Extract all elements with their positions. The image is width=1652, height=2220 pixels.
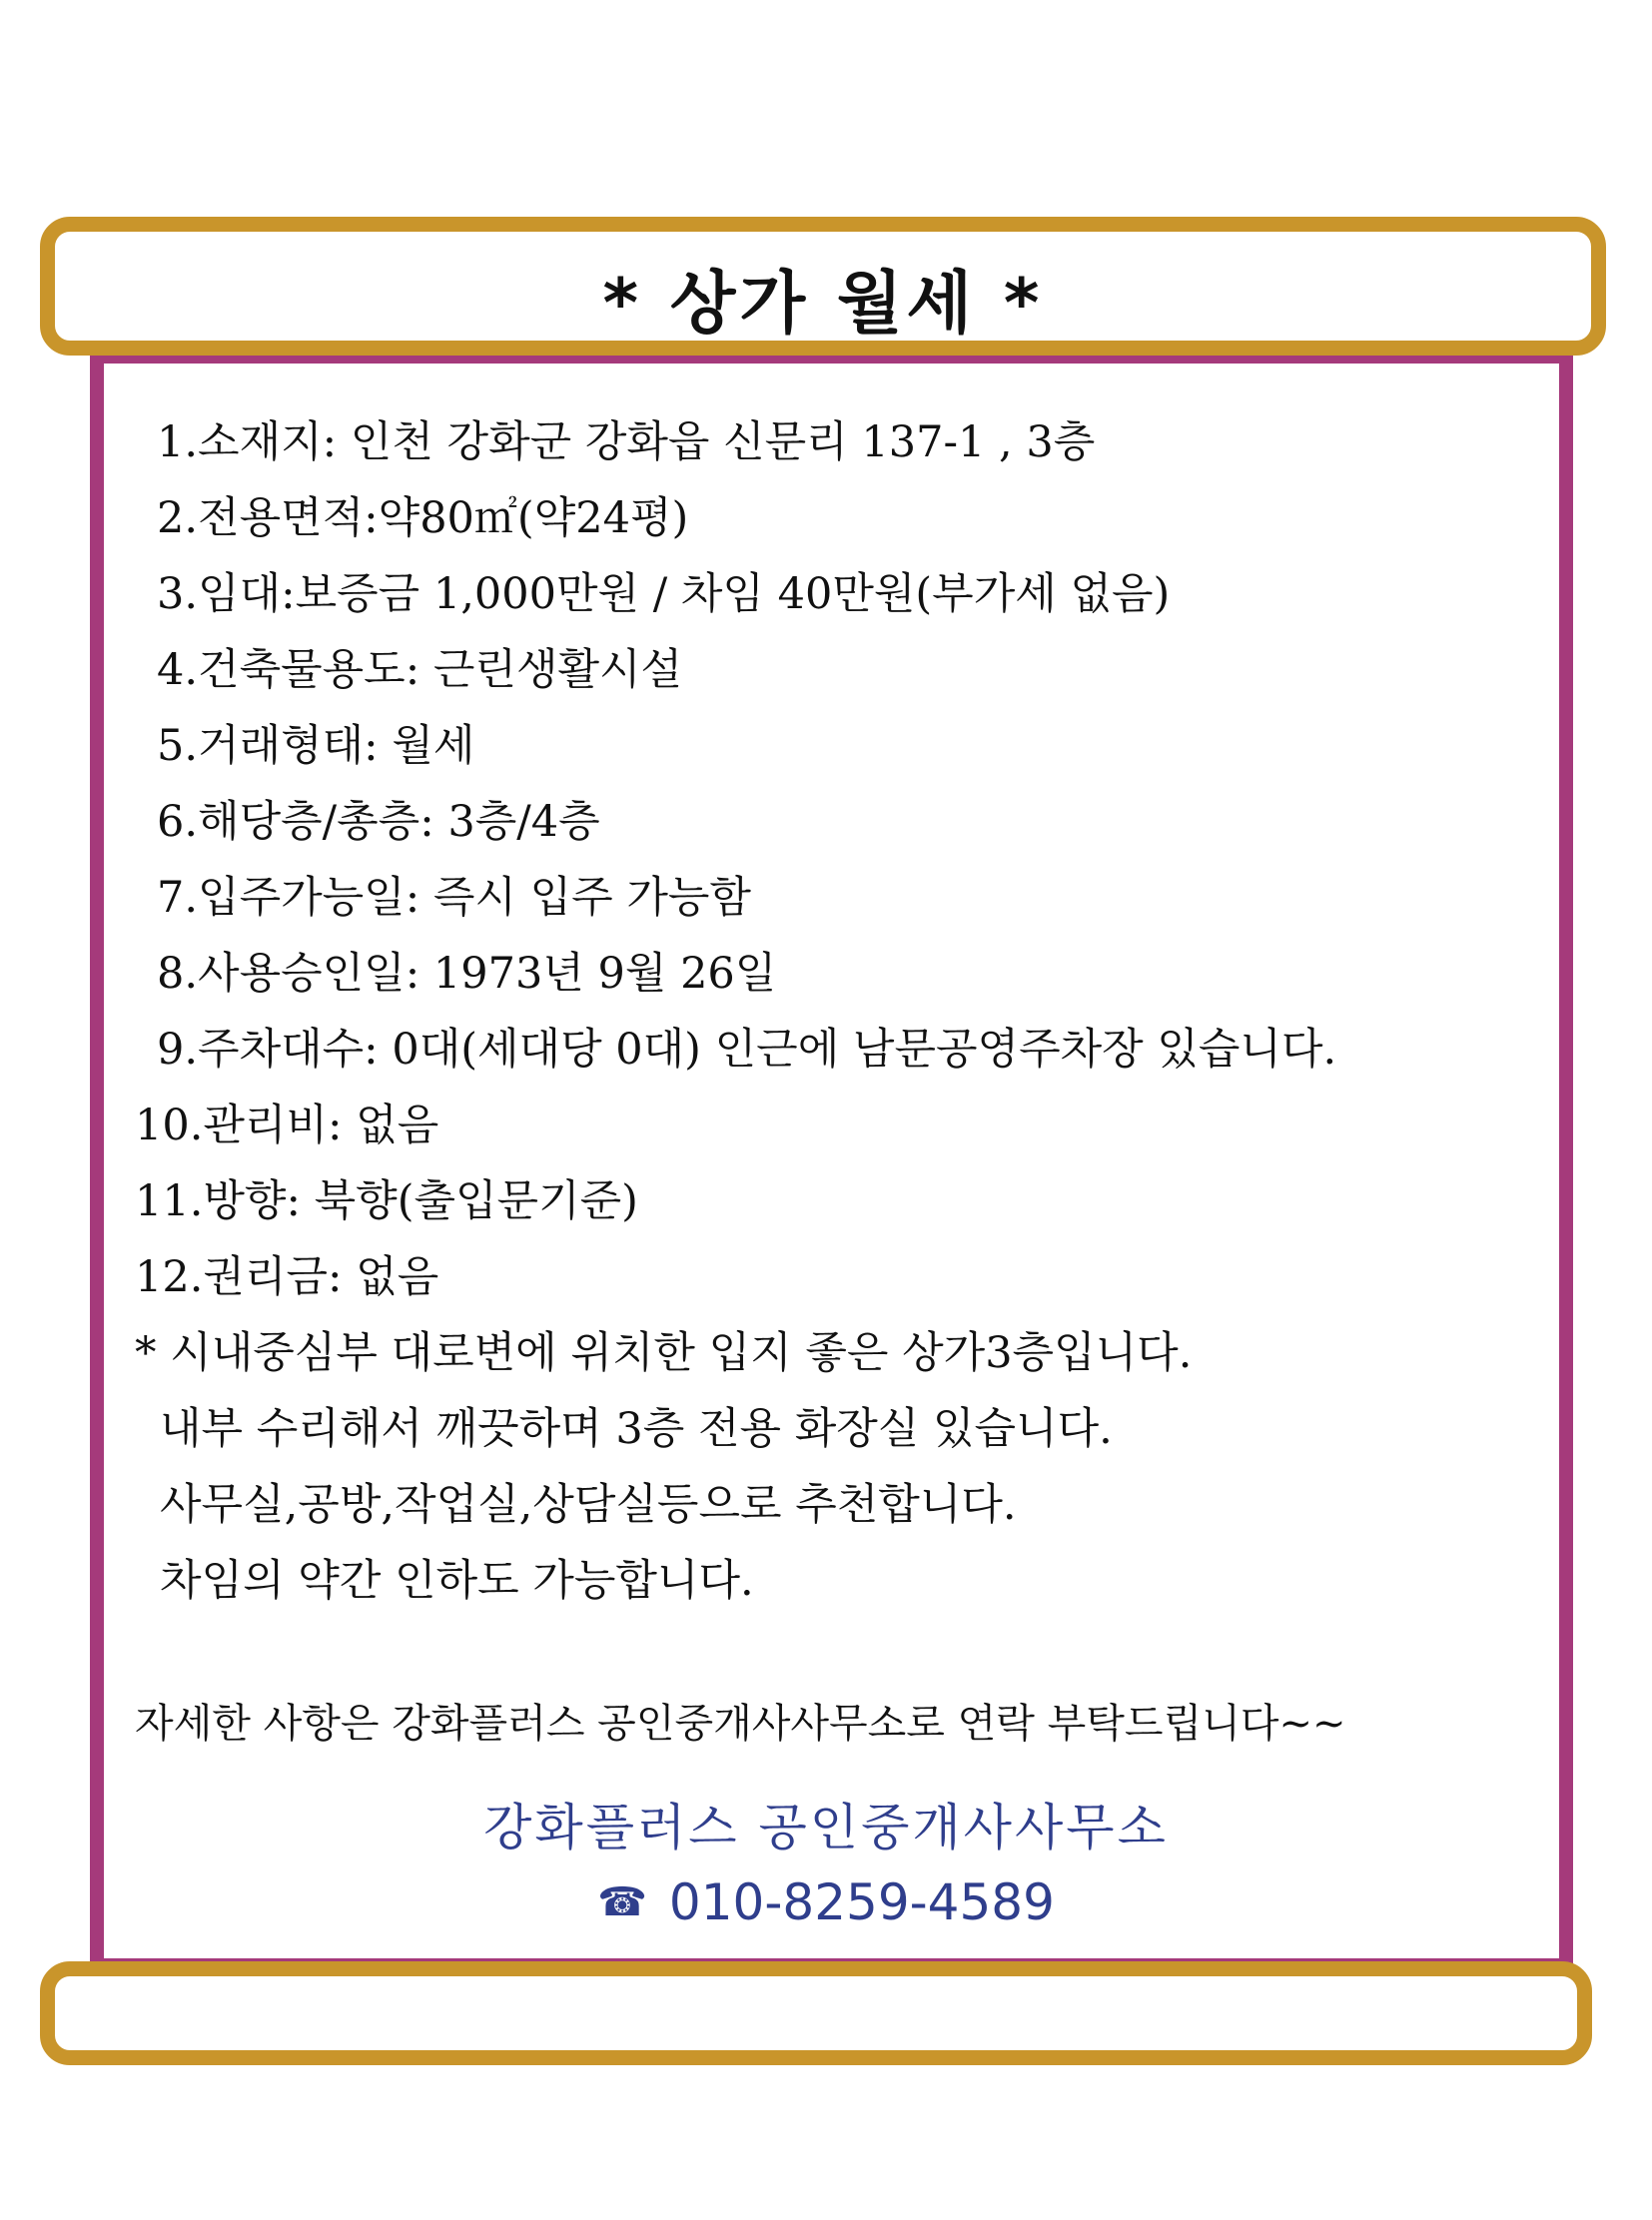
detail-approval-date: 8.사용승인일: 1973년 9월 26일	[157, 949, 777, 999]
phone-row	[0, 1873, 1652, 1931]
note-location: * 시내중심부 대로변에 위치한 입지 좋은 상가3층입니다.	[135, 1328, 1193, 1378]
office-name: 강화플러스 공인중개사사무소	[483, 1799, 1169, 1856]
detail-parking: 9.주차대수: 0대(세대당 0대) 인근에 남문공영주차장 있습니다.	[157, 1025, 1337, 1075]
detail-building-use: 4.건축물용도: 근린생활시설	[157, 645, 683, 695]
scroll-top-roll	[40, 217, 1606, 356]
scroll-bottom-roll	[40, 1961, 1592, 2065]
contact-message: 자세한 사항은 강화플러스 공인중개사사무소로 연락 부탁드립니다~~	[135, 1701, 1346, 1747]
detail-area: 2.전용면적:약80㎡(약24평)	[157, 493, 689, 543]
detail-direction: 11.방향: 북향(출입문기준)	[135, 1176, 638, 1226]
telephone-icon: ☎	[597, 1879, 647, 1925]
listing-details	[135, 404, 1533, 1619]
note-recommended-use: 사무실,공방,작업실,상담실등으로 추천합니다.	[160, 1480, 1017, 1530]
detail-rent: 3.임대:보증금 1,000만원 / 차임 40만원(부가세 없음)	[157, 569, 1171, 619]
detail-premium: 12.권리금: 없음	[135, 1252, 439, 1302]
detail-transaction-type: 5.거래형태: 월세	[157, 721, 475, 771]
phone-number[interactable]: 010-8259-4589	[668, 1873, 1055, 1931]
note-condition: 내부 수리해서 깨끗하며 3층 전용 화장실 있습니다.	[160, 1404, 1113, 1454]
detail-floor: 6.해당층/총층: 3층/4층	[157, 797, 600, 847]
detail-location: 1.소재지: 인천 강화군 강화읍 신문리 137-1 , 3층	[157, 417, 1096, 467]
note-negotiable: 차임의 약간 인하도 가능합니다.	[160, 1556, 754, 1606]
detail-move-in: 7.입주가능일: 즉시 입주 가능함	[157, 873, 751, 923]
poster-title: * 상가 월세 *	[602, 265, 1044, 344]
detail-maintenance-fee: 10.관리비: 없음	[135, 1101, 439, 1150]
